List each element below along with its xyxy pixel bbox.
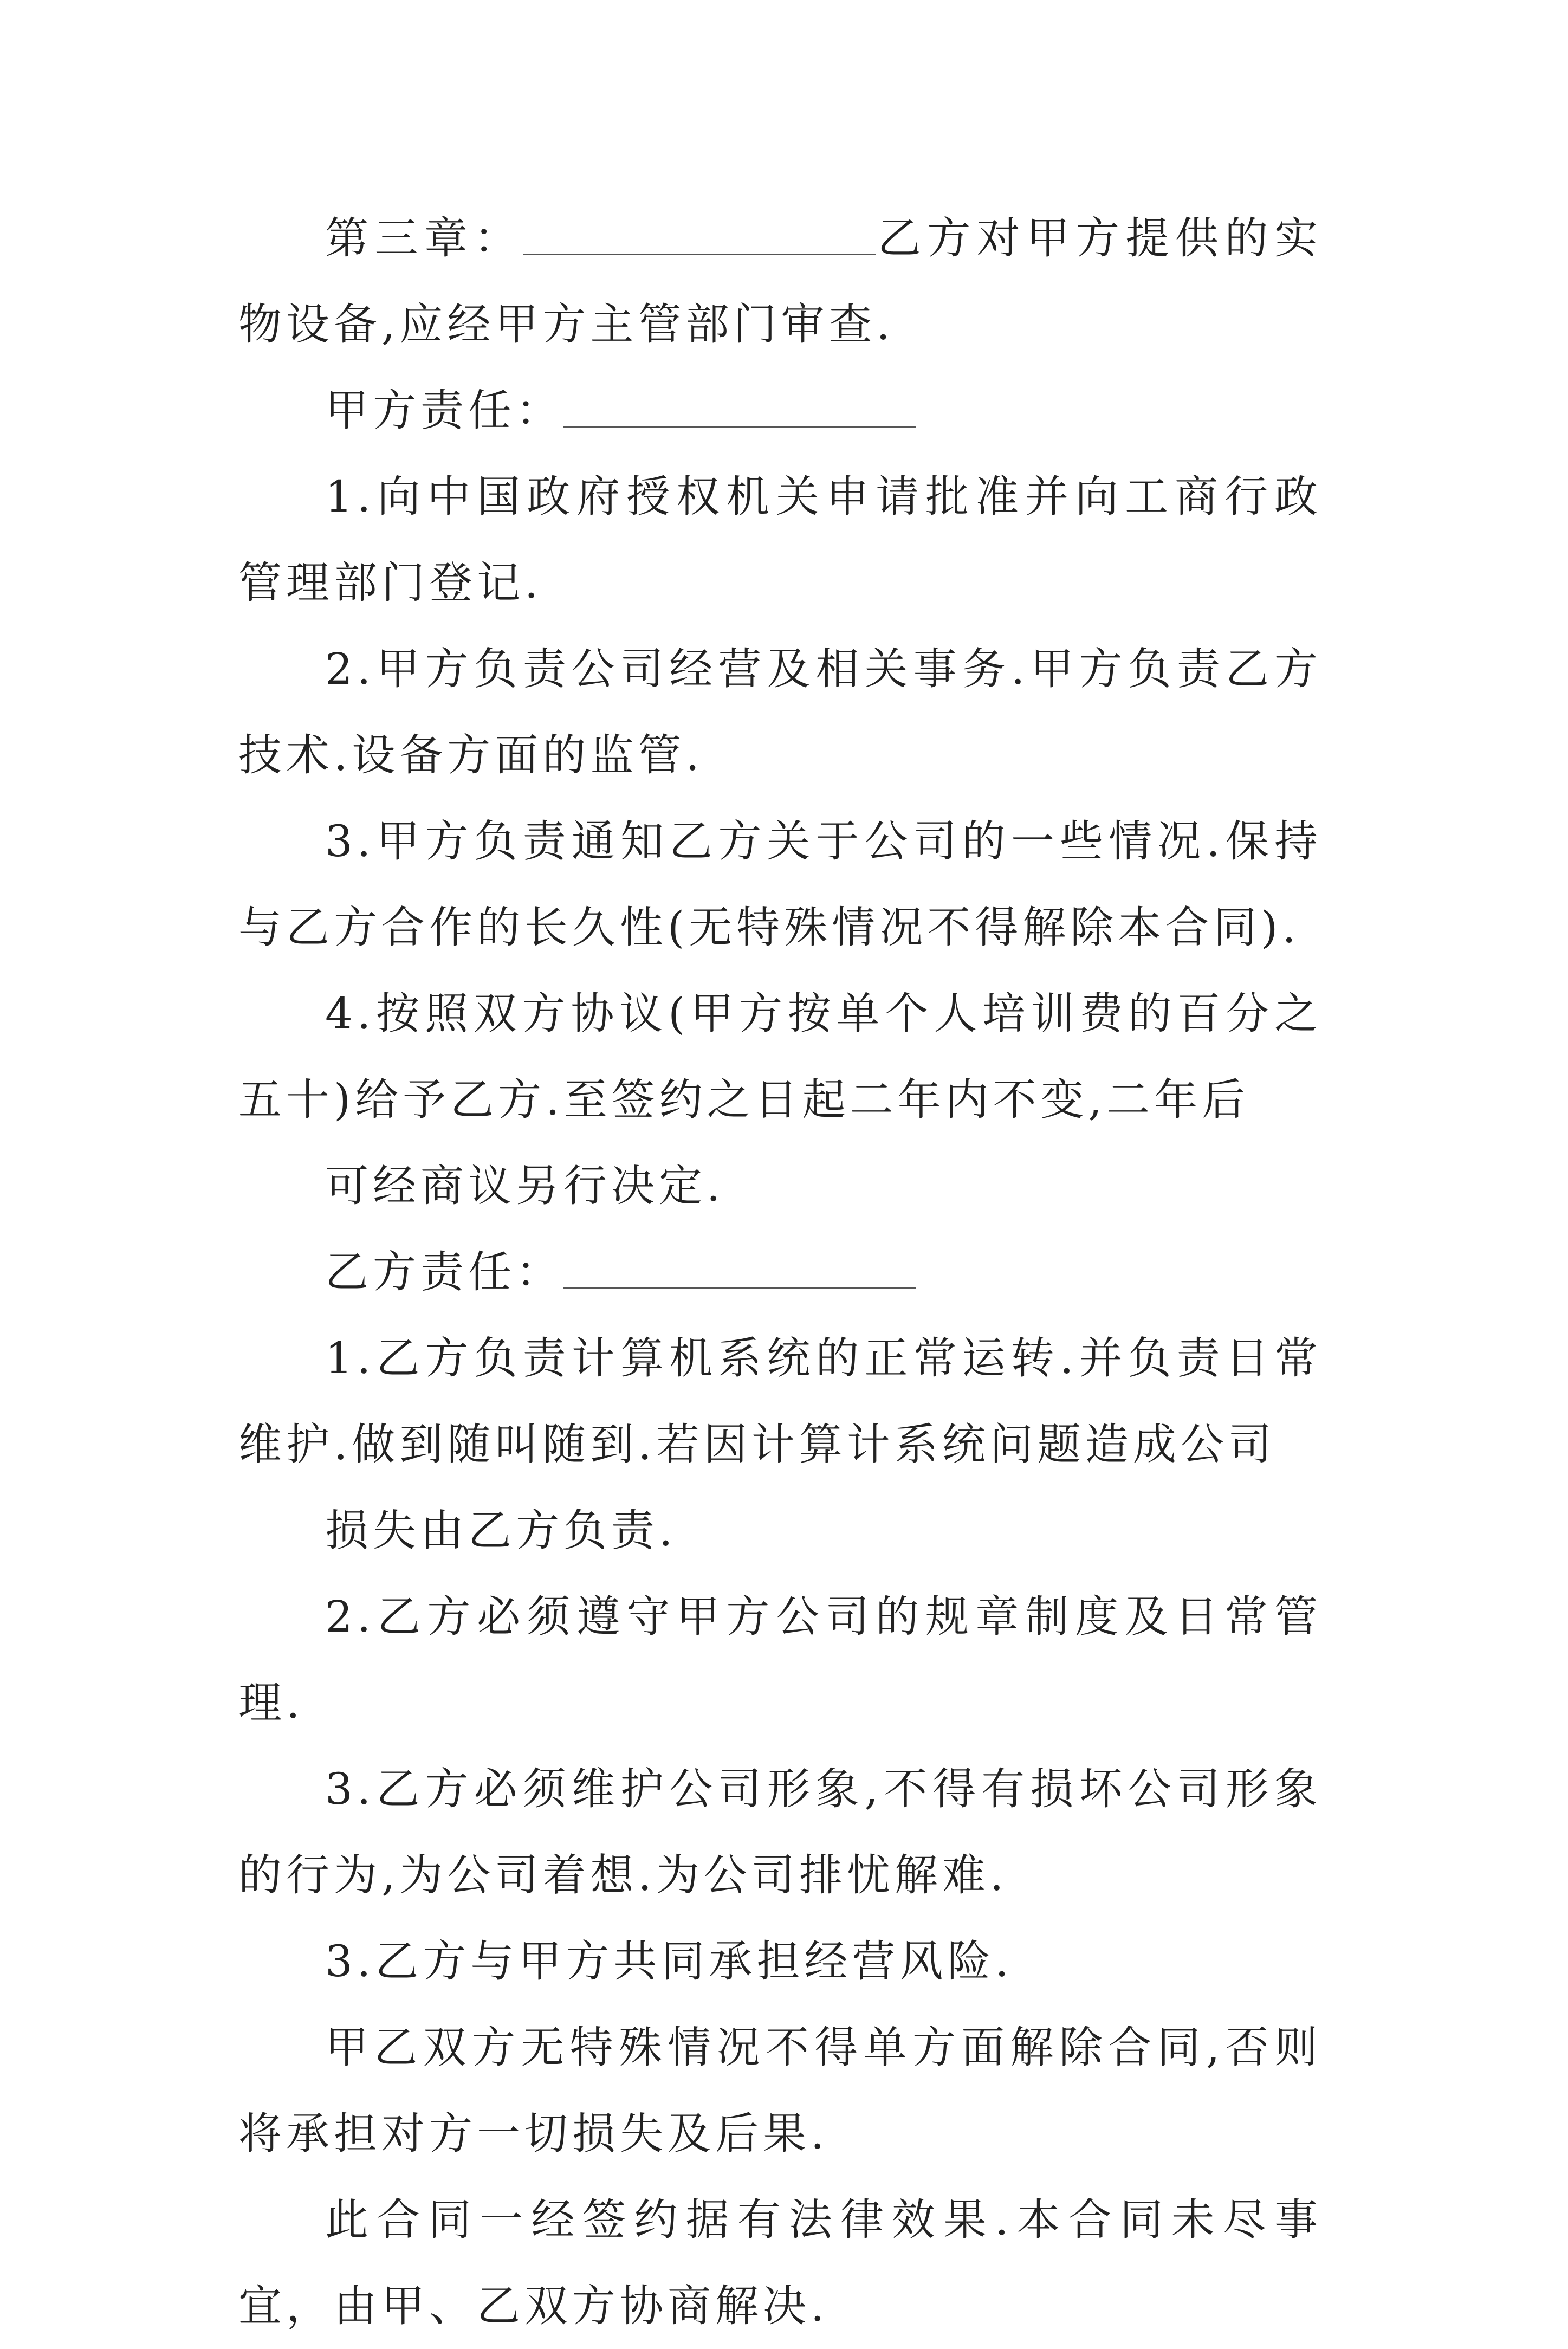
closing-paragraph-2: 此合同一经签约据有法律效果.本合同未尽事宜，由甲、乙双方协商解决. [238, 2195, 1322, 2331]
party-b-blank-line [563, 1255, 916, 1289]
chapter-3-text: 乙方对甲方提供的实物设备,应经甲方主管部门审查. [238, 213, 1323, 350]
contract-body [238, 195, 1322, 2349]
party-a-item-3: 3.甲方负责通知乙方关于公司的一些情况.保持与乙方合作的长久性(无特殊情况不得解除本合同). [238, 816, 1322, 953]
party-a-item-1: 1.向中国政府授权机关申请批准并向工商行政管理部门登记. [238, 471, 1322, 608]
chapter-3-blank-line [523, 221, 876, 255]
party-a-item-2: 2.甲方负责公司经营及相关事务.甲方负责乙方技术.设备方面的监管. [238, 644, 1322, 780]
party-a-blank-line [563, 393, 916, 428]
party-a-heading-text: 甲方责任： [325, 385, 563, 436]
party-b-item-3: 3.乙方必须维护公司形象,不得有损坏公司形象的行为,为公司着想.为公司排忧解难. [238, 1764, 1322, 1900]
party-a-continuation: 可经商议另行决定. [325, 1161, 725, 1211]
closing-paragraph-1: 甲乙双方无特殊情况不得单方面解除合同,否则将承担对方一切损失及后果. [238, 2022, 1322, 2159]
party-b-item-3b: 3.乙方与甲方共同承担经营风险. [325, 1936, 1013, 1986]
party-b-heading-text: 乙方责任： [325, 1247, 563, 1297]
party-b-continuation: 损失由乙方负责. [325, 1505, 677, 1556]
party-a-heading [238, 367, 1322, 454]
chapter-3-label: 第三章： [325, 213, 524, 263]
party-b-item-2: 2.乙方必须遵守甲方公司的规章制度及日常管理. [238, 1591, 1322, 1728]
party-b-item-1: 1.乙方负责计算机系统的正常运转.并负责日常维护.做到随叫随到.若因计算计系统问题造成公司 [238, 1333, 1322, 1470]
chapter-3-paragraph [238, 195, 1322, 367]
party-b-heading [238, 1229, 1322, 1315]
party-a-item-4: 4.按照双方协议(甲方按单个人培训费的百分之五十)给予乙方.至签约之日起二年内不变,二年后 [238, 988, 1322, 1125]
